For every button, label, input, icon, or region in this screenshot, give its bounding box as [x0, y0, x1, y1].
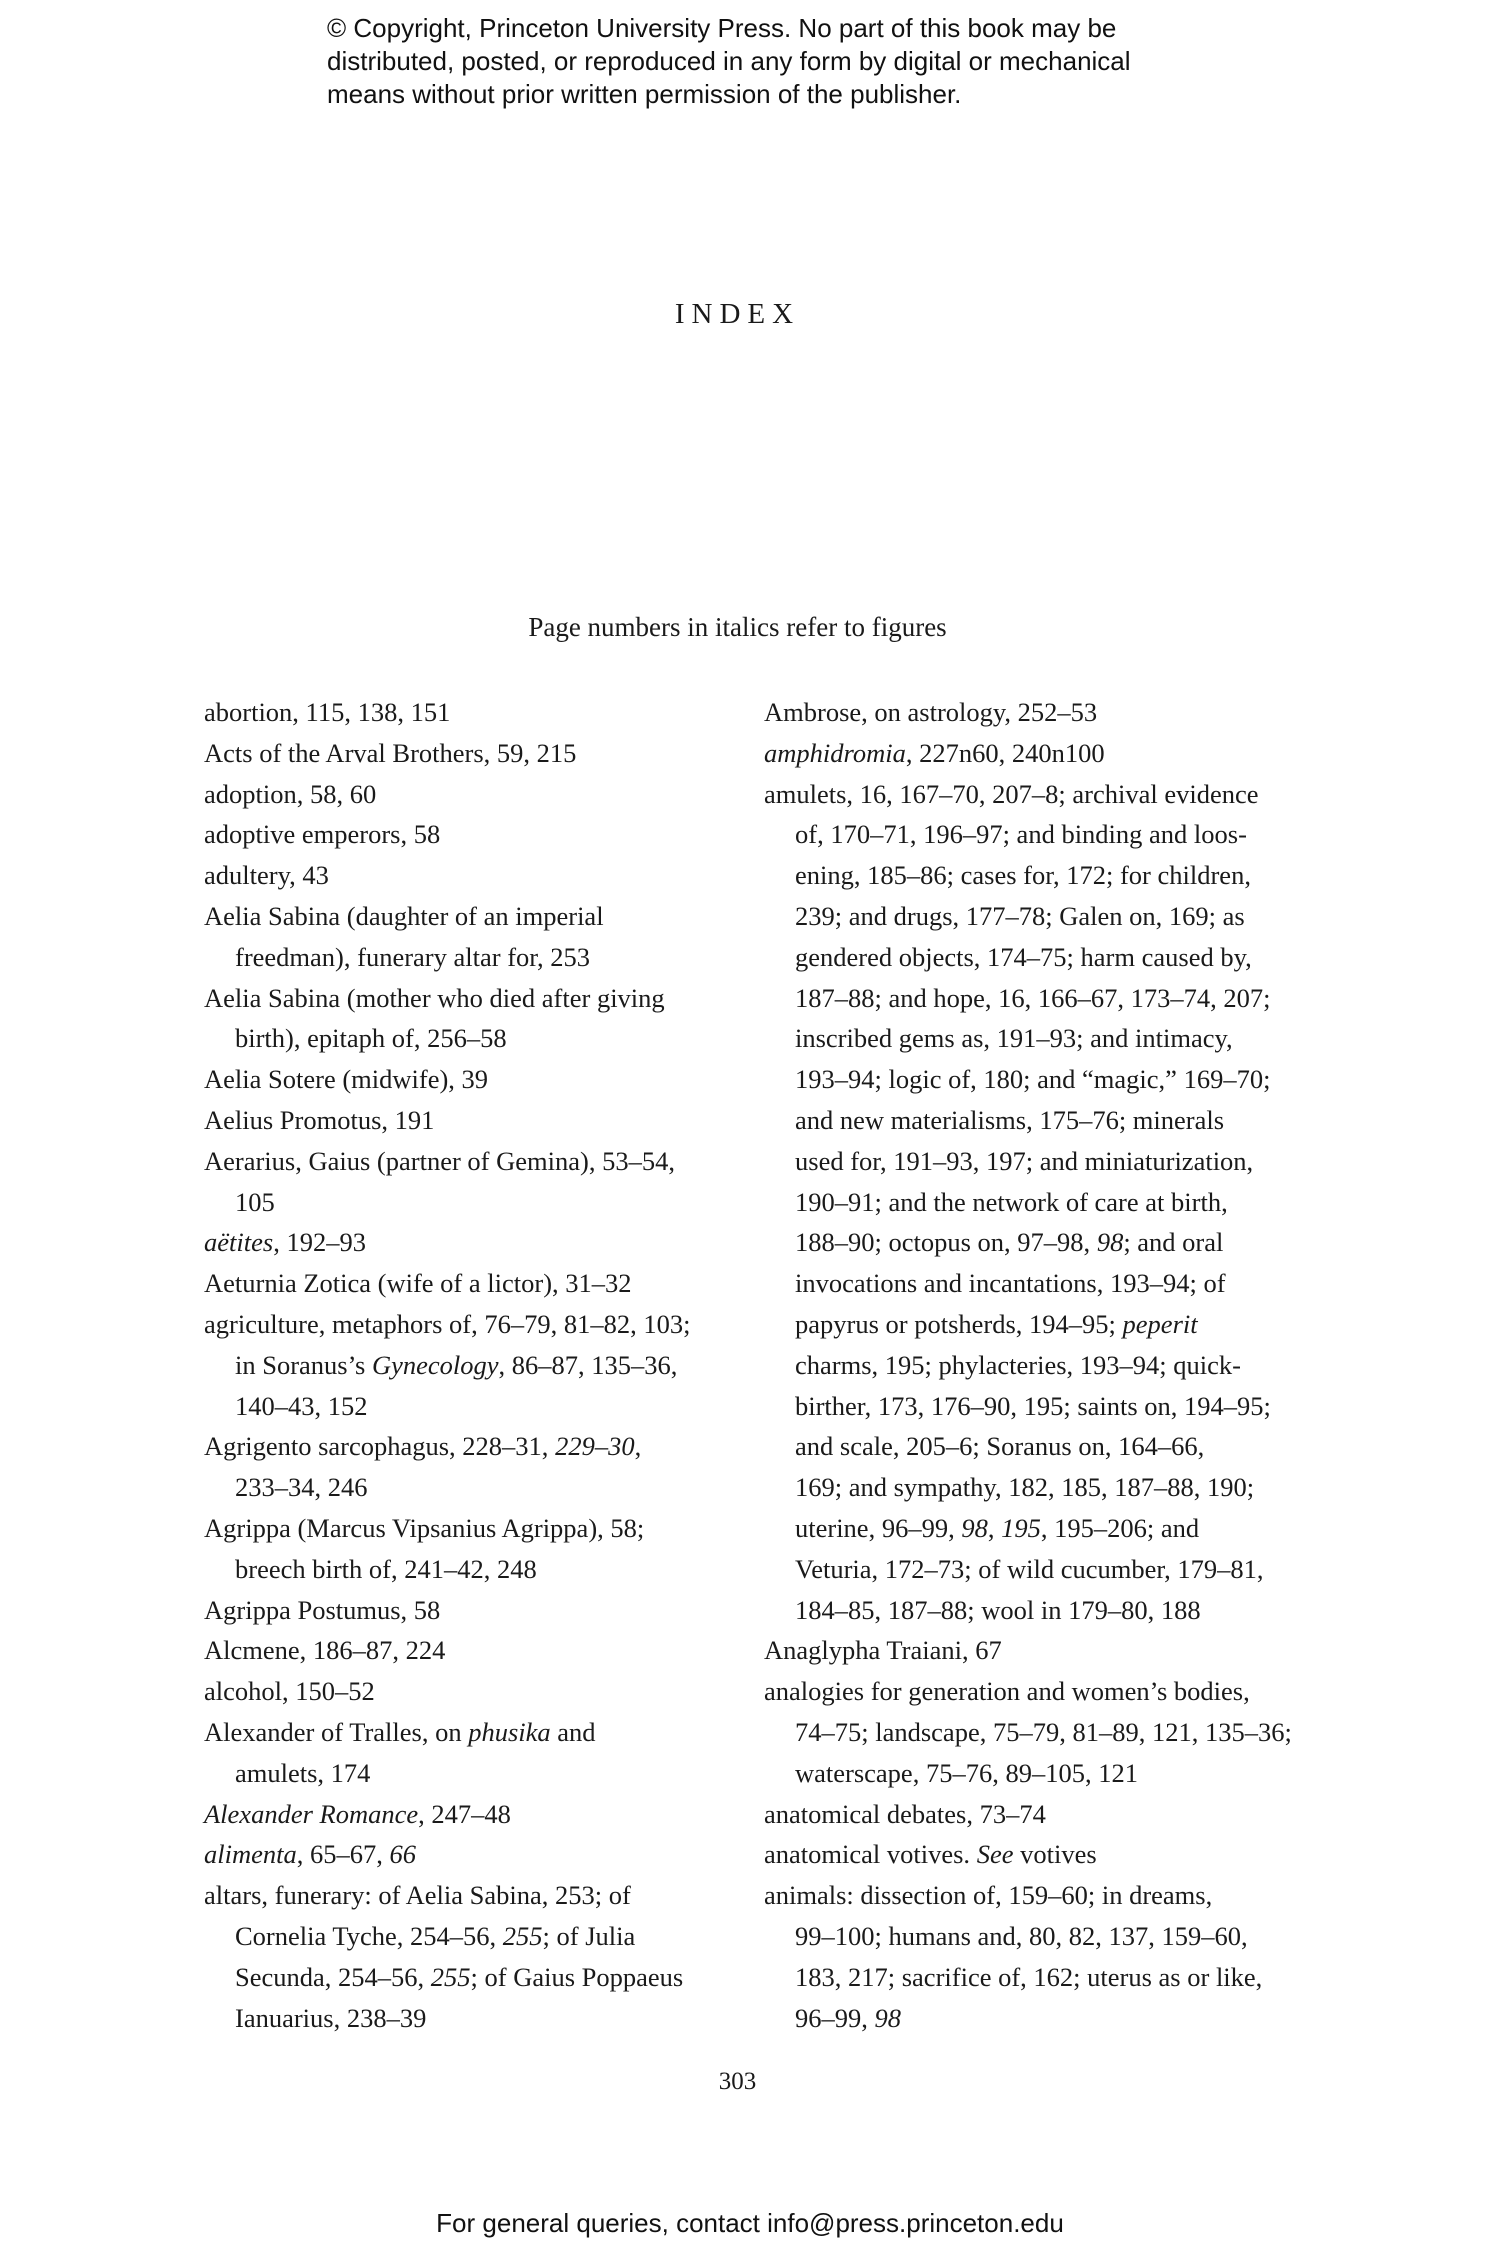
text-run: 183, 217; sacrifice of, 162; uterus as or like,: [795, 1961, 1263, 1992]
text-run: Aeturnia Zotica (wife of a lictor), 31–32: [204, 1268, 632, 1299]
index-entry-continuation: [764, 1426, 1284, 1467]
text-run: and: [550, 1716, 596, 1747]
index-entry: [204, 896, 724, 978]
text-run: 74–75; landscape, 75–79, 81–89, 121, 135–36;: [795, 1716, 1292, 1747]
text-run: , 227n60, 240n100: [905, 737, 1105, 768]
text-run: 190–91; and the network of care at birth,: [795, 1186, 1228, 1217]
index-entry: [764, 733, 1284, 774]
text-run: , 192–93: [273, 1227, 366, 1258]
index-entry-continuation: [204, 1998, 724, 2039]
text-run: in Soranus’s: [235, 1349, 372, 1380]
italic-run: 255: [502, 1920, 543, 1951]
index-entry-continuation: [204, 1467, 724, 1508]
text-run: adultery, 43: [204, 860, 329, 891]
index-entry: [764, 1875, 1284, 2038]
text-run: papyrus or potsherds, 194–95;: [795, 1308, 1123, 1339]
index-entry-continuation: [204, 1916, 724, 1957]
text-run: 169; and sympathy, 182, 185, 187–88, 190;: [795, 1472, 1255, 1503]
text-run: Ambrose, on astrology, 252–53: [764, 697, 1098, 727]
index-entry: [204, 1508, 724, 1590]
text-run: 239; and drugs, 177–78; Galen on, 169; as: [795, 900, 1245, 931]
index-entry-line: [204, 774, 724, 815]
index-entry: [204, 774, 724, 815]
index-entry-continuation: [204, 937, 724, 978]
index-entry: [204, 1059, 724, 1100]
index-entry: [204, 1590, 724, 1631]
index-entry-continuation: [764, 1467, 1284, 1508]
text-run: animals: dissection of, 159–60; in dreams,: [764, 1880, 1213, 1911]
text-run: birther, 173, 176–90, 195; saints on, 194–95;: [795, 1390, 1271, 1421]
text-run: of, 170–71, 196–97; and binding and loos-: [795, 819, 1247, 850]
index-entry-line: [204, 733, 724, 774]
index-entry-continuation: [764, 978, 1284, 1019]
index-entry-continuation: [764, 937, 1284, 978]
index-entry: [204, 1263, 724, 1304]
index-column-right: [764, 692, 1292, 2038]
copyright-line: © Copyright, Princeton University Press. No part of this book may be: [327, 13, 1117, 43]
text-run: ; and oral: [1123, 1227, 1224, 1258]
index-entry-continuation: [204, 1345, 724, 1386]
text-run: freedman), funerary altar for, 253: [235, 941, 591, 972]
index-entry-continuation: [764, 1345, 1284, 1386]
index-entry-continuation: [764, 1386, 1284, 1427]
index-entry: [204, 1671, 724, 1712]
index-entry: [764, 1671, 1292, 1793]
text-run: 193–94; logic of, 180; and “magic,” 169–70;: [795, 1064, 1271, 1095]
text-run: uterine, 96–99,: [795, 1512, 962, 1543]
index-entry-continuation: [764, 1916, 1284, 1957]
index-entry: [204, 855, 724, 896]
index-entry: [204, 1426, 724, 1508]
text-run: adoptive emperors, 58: [204, 819, 441, 850]
index-entry: [764, 774, 1284, 1631]
text-run: Aelius Promotus, 191: [204, 1104, 435, 1135]
index-entry-line: [764, 774, 1284, 815]
index-entry-line: [204, 1141, 724, 1182]
index-entry-continuation: [764, 1304, 1284, 1345]
index-entry-line: [204, 978, 724, 1019]
index-entry: [204, 1875, 724, 2038]
index-entry-continuation: [764, 1059, 1284, 1100]
text-run: 188–90; octopus on, 97–98,: [795, 1227, 1097, 1258]
index-entry-continuation: [204, 1018, 724, 1059]
index-entry: [764, 1630, 1284, 1671]
index-entry-line: [764, 1875, 1284, 1916]
text-run: votives: [1013, 1839, 1097, 1870]
text-run: Agrippa Postumus, 58: [204, 1594, 441, 1625]
index-entry-continuation: [764, 814, 1284, 855]
index-entry-line: [204, 1508, 724, 1549]
copyright-line: means without prior written permission of the publisher.: [327, 79, 962, 109]
italic-run: aëtites: [204, 1227, 274, 1258]
index-entry-continuation: [764, 1998, 1284, 2039]
italic-run: 66: [389, 1839, 416, 1870]
text-run: used for, 191–93, 197; and miniaturization,: [795, 1145, 1254, 1176]
italic-run: peperit: [1122, 1308, 1198, 1339]
text-run: anatomical debates, 73–74: [764, 1798, 1046, 1829]
index-entry-line: [764, 1794, 1284, 1835]
index-entry-continuation: [764, 1141, 1284, 1182]
italic-run: 98: [961, 1512, 988, 1543]
index-entry: [204, 1222, 724, 1263]
index-entry: [204, 1712, 724, 1794]
text-run: and new materialisms, 175–76; minerals: [795, 1104, 1225, 1135]
text-run: Aelia Sabina (daughter of an imperial: [204, 900, 604, 931]
text-run: charms, 195; phylacteries, 193–94; quick-: [795, 1349, 1241, 1380]
text-run: breech birth of, 241–42, 248: [235, 1553, 537, 1584]
text-run: Alexander of Tralles, on: [204, 1716, 469, 1747]
index-entry-continuation: [764, 1590, 1284, 1631]
text-run: amulets, 174: [235, 1757, 371, 1788]
index-entry-line: [764, 733, 1284, 774]
italic-run: Alexander Romance: [204, 1798, 419, 1829]
text-run: , 195–206; and: [1040, 1512, 1200, 1543]
text-run: Aelia Sotere (midwife), 39: [204, 1064, 489, 1095]
italic-run: See: [976, 1839, 1014, 1870]
italic-run: 98: [874, 2002, 901, 2033]
index-entry: [764, 692, 1284, 733]
italic-run: 195: [1001, 1512, 1041, 1543]
text-run: , 247–48: [418, 1798, 511, 1829]
index-entry-line: [764, 1834, 1284, 1875]
index-entry-continuation: [764, 1508, 1284, 1549]
text-run: alcohol, 150–52: [204, 1676, 375, 1707]
index-entry-continuation: [764, 1712, 1292, 1753]
index-column-left: [204, 692, 724, 2038]
index-entry-line: [204, 1100, 724, 1141]
index-entry-line: [204, 692, 724, 733]
index-entry-continuation: [764, 1222, 1284, 1263]
index-entry: [204, 1304, 724, 1426]
italic-run: Gynecology: [371, 1349, 499, 1380]
text-run: ; of Gaius Poppaeus: [470, 1961, 684, 1992]
text-run: anatomical votives.: [764, 1839, 977, 1870]
index-entry-continuation: [764, 1753, 1284, 1794]
text-run: altars, funerary: of Aelia Sabina, 253; of: [204, 1880, 631, 1911]
text-run: , 86–87, 135–36,: [498, 1349, 678, 1380]
index-entry: [204, 1630, 724, 1671]
index-entry-continuation: [764, 1100, 1284, 1141]
text-run: invocations and incantations, 193–94; of: [795, 1268, 1226, 1299]
index-entry: [204, 1794, 724, 1835]
text-run: Veturia, 172–73; of wild cucumber, 179–81,: [795, 1553, 1264, 1584]
text-run: Acts of the Arval Brothers, 59, 215: [204, 737, 577, 768]
text-run: ; of Julia: [542, 1920, 636, 1951]
text-run: Ianuarius, 238–39: [235, 2002, 427, 2033]
page-number: 303: [718, 2068, 757, 2095]
index-entry-line: [204, 1630, 724, 1671]
index-entry-line: [204, 814, 724, 855]
index-entry: [204, 733, 724, 774]
italic-run: 255: [430, 1961, 471, 1992]
index-entry-continuation: [764, 1018, 1284, 1059]
index-entry: [204, 692, 724, 733]
index-entry-line: [764, 1671, 1284, 1712]
italic-run: alimenta: [204, 1839, 297, 1870]
text-run: 187–88; and hope, 16, 166–67, 173–74, 207;: [795, 982, 1271, 1013]
text-run: inscribed gems as, 191–93; and intimacy,: [795, 1023, 1233, 1054]
index-entry: [204, 1141, 724, 1223]
index-entry-line: [204, 1712, 724, 1753]
index-entry-line: [204, 1671, 724, 1712]
text-run: Agrippa (Marcus Vipsanius Agrippa), 58;: [204, 1512, 645, 1543]
text-run: 99–100; humans and, 80, 82, 137, 159–60,: [795, 1920, 1248, 1951]
index-entry-line: [204, 855, 724, 896]
contact-footer: For general queries, contact info@press.princeton.edu: [436, 2208, 1064, 2238]
index-entry-line: [204, 1794, 724, 1835]
italic-run: 229–30: [555, 1431, 635, 1462]
index-entry: [204, 978, 724, 1060]
index-entry-continuation: [764, 1549, 1284, 1590]
text-run: ening, 185–86; cases for, 172; for children,: [795, 860, 1251, 891]
text-run: waterscape, 75–76, 89–105, 121: [795, 1757, 1138, 1788]
text-run: abortion, 115, 138, 151: [204, 697, 451, 727]
index-entry-line: [204, 1426, 724, 1467]
text-run: agriculture, metaphors of, 76–79, 81–82, 103;: [204, 1308, 691, 1339]
index-entry: [764, 1794, 1284, 1835]
index-entry-continuation: [204, 1549, 724, 1590]
text-run: 140–43, 152: [235, 1390, 368, 1421]
index-entry-line: [204, 1263, 724, 1304]
text-run: 105: [235, 1186, 275, 1217]
text-run: Anaglypha Traiani, 67: [764, 1635, 1002, 1666]
index-entry-continuation: [764, 1957, 1284, 1998]
index-entry: [764, 1834, 1284, 1875]
index-entry-line: [204, 1590, 724, 1631]
index-entry-continuation: [764, 896, 1284, 937]
index-entry-line: [764, 1630, 1284, 1671]
index-entry-continuation: [204, 1957, 724, 1998]
text-run: 96–99,: [795, 2002, 875, 2033]
index-entry-continuation: [204, 1182, 724, 1223]
index-entry-continuation: [204, 1386, 724, 1427]
text-run: ,: [634, 1431, 642, 1462]
text-run: adoption, 58, 60: [204, 778, 377, 809]
italic-run: 98: [1096, 1227, 1124, 1258]
index-entry-line: [204, 1059, 724, 1100]
page-title: INDEX: [674, 298, 801, 330]
italic-run: amphidromia: [764, 737, 906, 768]
index-entry-line: [204, 1304, 724, 1345]
index-entry-line: [204, 1222, 724, 1263]
text-run: gendered objects, 174–75; harm caused by,: [795, 941, 1252, 972]
text-run: Cornelia Tyche, 254–56,: [235, 1920, 503, 1951]
text-run: and scale, 205–6; Soranus on, 164–66,: [795, 1431, 1205, 1462]
index-entry: [204, 1100, 724, 1141]
text-run: 233–34, 246: [235, 1472, 368, 1503]
text-run: birth), epitaph of, 256–58: [235, 1023, 507, 1054]
index-entry-continuation: [764, 855, 1284, 896]
text-run: analogies for generation and women’s bodies,: [764, 1676, 1250, 1707]
index-entry-continuation: [764, 1182, 1284, 1223]
index-entry: [204, 814, 724, 855]
index-entry-line: [764, 692, 1284, 733]
copyright-notice: [327, 12, 1227, 111]
text-run: Aelia Sabina (mother who died after giving: [204, 982, 665, 1013]
text-run: amulets, 16, 167–70, 207–8; archival evidence: [764, 778, 1259, 809]
text-run: Secunda, 254–56,: [235, 1961, 431, 1992]
italic-run: phusika: [468, 1716, 551, 1747]
text-run: , 65–67,: [296, 1839, 390, 1870]
text-run: Alcmene, 186–87, 224: [204, 1635, 446, 1666]
text-run: 184–85, 187–88; wool in 179–80, 188: [795, 1594, 1201, 1625]
text-run: Aerarius, Gaius (partner of Gemina), 53–54,: [204, 1145, 675, 1176]
index-note: Page numbers in italics refer to figures: [528, 612, 947, 642]
index-entry-line: [204, 896, 724, 937]
index-entry-line: [204, 1834, 724, 1875]
text-run: Agrigento sarcophagus, 228–31,: [204, 1431, 556, 1462]
text-run: ,: [987, 1512, 1002, 1543]
index-entry-line: [204, 1875, 724, 1916]
copyright-line: distributed, posted, or reproduced in any form by digital or mechanical: [327, 46, 1131, 76]
index-entry-continuation: [764, 1263, 1284, 1304]
index-entry: [204, 1834, 724, 1875]
index-entry-continuation: [204, 1753, 724, 1794]
